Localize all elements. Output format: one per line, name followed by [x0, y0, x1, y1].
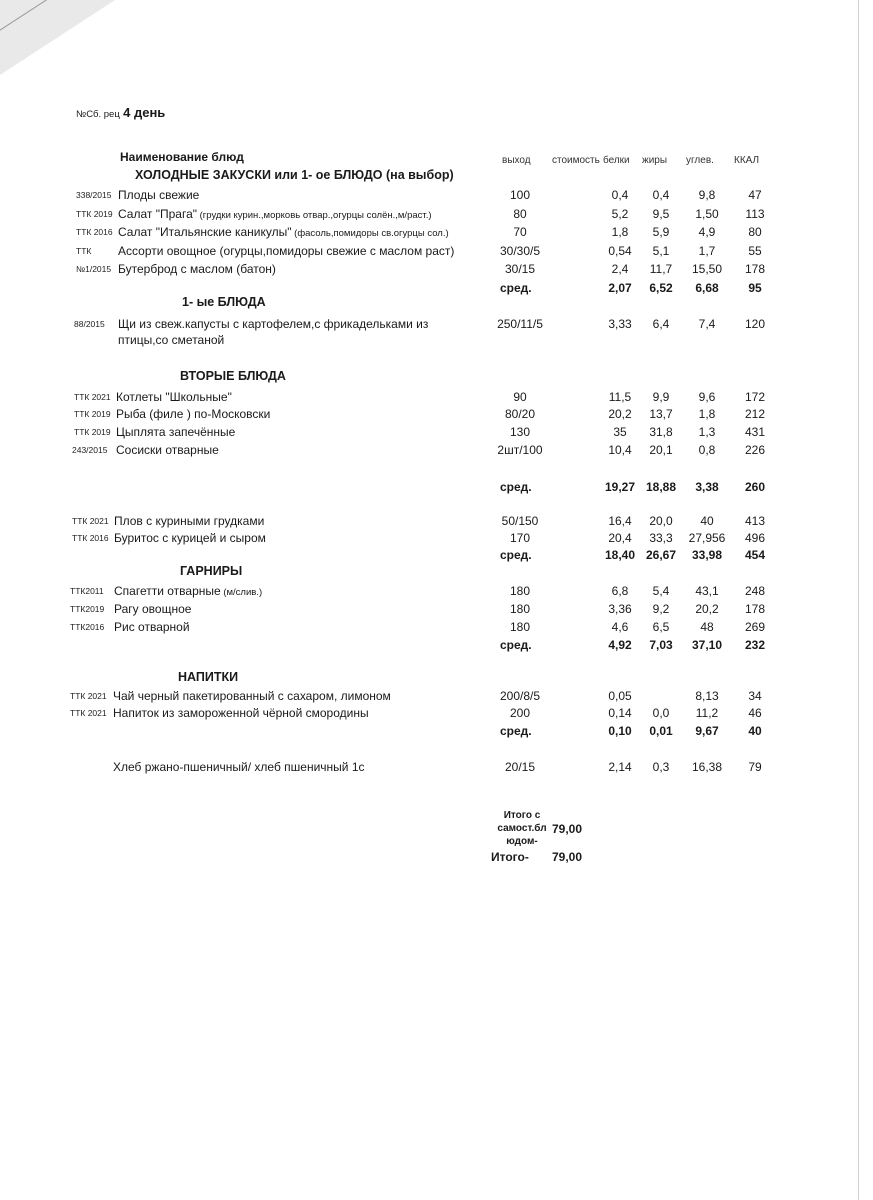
cell-fat: 5,1: [652, 244, 670, 258]
cell-kcal: 269: [744, 620, 766, 634]
table-row: [0, 689, 873, 707]
recipe-code: ТТК 2019: [76, 209, 113, 219]
avg-fat: 7,03: [649, 638, 673, 652]
cell-output: 80: [513, 207, 527, 221]
cell-kcal: 248: [744, 584, 766, 598]
cell-carbs: 48: [700, 620, 714, 634]
table-row: [0, 425, 873, 443]
section-first-courses: 1- ые БЛЮДА: [182, 295, 266, 309]
avg-fat: 18,88: [645, 480, 677, 494]
cell-output: 200/8/5: [499, 689, 541, 703]
dish-name: Спагетти отварные: [114, 584, 221, 598]
cell-fat: 20,1: [649, 443, 673, 457]
cell-protein: 0,4: [611, 188, 629, 202]
avg-carbs: 9,67: [695, 724, 719, 738]
dish-name: Сосиски отварные: [116, 443, 219, 457]
cell-output: 250/11/5: [497, 317, 543, 331]
cell-output: 30/30/5: [499, 244, 541, 258]
cell-kcal: 226: [744, 443, 766, 457]
average-label: сред.: [500, 724, 532, 738]
cell-kcal: 431: [744, 425, 766, 439]
dish-name: Чай черный пакетированный с сахаром, лимоном: [113, 689, 391, 703]
column-cost-header: стоимость: [552, 155, 600, 166]
avg-protein: 19,27: [604, 480, 636, 494]
cell-kcal: 178: [744, 602, 766, 616]
total-label: Итого-: [491, 850, 529, 864]
avg-carbs: 3,38: [695, 480, 719, 494]
recipe-code: 88/2015: [74, 319, 105, 329]
cell-protein: 2,14: [608, 760, 632, 774]
table-row: [0, 706, 873, 724]
avg-protein: 18,40: [604, 548, 636, 562]
cell-kcal: 413: [744, 514, 766, 528]
table-row: [0, 620, 873, 638]
cell-output: 200: [509, 706, 531, 720]
cell-fat: 9,9: [652, 390, 670, 404]
dish-name: Бутерброд с маслом (батон): [118, 262, 276, 276]
cell-protein: 0,54: [608, 244, 632, 258]
dish-name: Котлеты "Школьные": [116, 390, 232, 404]
cell-output: 70: [513, 225, 527, 239]
cell-carbs: 20,2: [695, 602, 719, 616]
recipe-code: ТТК2019: [70, 604, 105, 614]
table-row: [0, 407, 873, 425]
section-cold-snacks: ХОЛОДНЫЕ ЗАКУСКИ или 1- ое БЛЮДО (на выбор): [135, 168, 454, 182]
column-fat-header: жиры: [642, 155, 668, 166]
cell-protein: 3,33: [608, 317, 632, 331]
table-row: [0, 531, 873, 549]
cell-kcal: 113: [745, 207, 765, 221]
avg-kcal: 232: [744, 638, 766, 652]
cell-protein: 6,8: [611, 584, 629, 598]
dish-name: Салат "Итальянские каникулы": [118, 225, 292, 239]
avg-protein: 4,92: [608, 638, 632, 652]
recipe-code: ТТК 2019: [74, 427, 111, 437]
cell-kcal: 46: [748, 706, 762, 720]
cell-protein: 35: [613, 425, 627, 439]
avg-kcal: 95: [748, 281, 762, 295]
cell-kcal: 34: [748, 689, 762, 703]
average-row: [0, 281, 873, 299]
page-header: [76, 105, 165, 120]
avg-carbs: 37,10: [691, 638, 723, 652]
dish-note: (фасоль,помидоры св.огурцы сол.): [291, 228, 449, 239]
total-value: 79,00: [552, 850, 583, 864]
cell-fat: 33,3: [649, 531, 673, 545]
cell-carbs: 9,6: [698, 390, 716, 404]
cell-fat: 5,9: [652, 225, 670, 239]
column-kcal-header: ККАЛ: [734, 155, 760, 166]
average-label: сред.: [500, 638, 532, 652]
total-with-dish-label: [487, 809, 557, 848]
cell-protein: 0,14: [608, 706, 632, 720]
cell-kcal: 47: [748, 188, 762, 202]
recipe-code: ТТК 2021: [72, 516, 109, 526]
avg-fat: 26,67: [645, 548, 677, 562]
average-row: [0, 638, 873, 656]
cell-output: 80/20: [504, 407, 536, 421]
column-carbs-header: углев.: [686, 155, 714, 166]
dish-name: Рыба (филе ) по-Московски: [116, 407, 271, 421]
dish-name: Рагу овощное: [114, 602, 192, 616]
cell-carbs: 4,9: [698, 225, 716, 239]
cell-carbs: 1,7: [698, 244, 716, 258]
average-label: сред.: [500, 480, 532, 494]
cell-carbs: 43,1: [695, 584, 719, 598]
dish-name: Хлеб ржано-пшеничный/ хлеб пшеничный 1с: [113, 760, 365, 774]
avg-protein: 2,07: [608, 281, 632, 295]
cell-fat: 0,0: [652, 706, 670, 720]
table-row: [0, 443, 873, 461]
cell-carbs: 1,8: [698, 407, 716, 421]
recipe-code: №1/2015: [76, 264, 112, 274]
average-row: [0, 724, 873, 742]
cell-protein: 1,8: [611, 225, 629, 239]
cell-output: 20/15: [504, 760, 536, 774]
recipe-collection-label: №Сб. рец: [76, 109, 120, 120]
table-row: [0, 584, 873, 602]
dish-name: Напиток из замороженной чёрной смородины: [113, 706, 369, 720]
average-row: [0, 480, 873, 498]
dish-note: (м/слив.): [220, 587, 263, 598]
cell-protein: 2,4: [611, 262, 629, 276]
cell-carbs: 1,50: [695, 207, 719, 221]
dish-name: Рис отварной: [114, 620, 190, 634]
cell-output: 2шт/100: [497, 443, 543, 457]
recipe-code: ТТК 2016: [76, 227, 113, 237]
dish-name: Плоды свежие: [118, 188, 200, 202]
cell-fat: 31,8: [649, 425, 673, 439]
dish-note: (грудки курин.,морковь отвар.,огурцы солён.,м/раст.): [197, 210, 432, 221]
cell-protein: 10,4: [608, 443, 632, 457]
column-protein-header: белки: [603, 155, 630, 166]
cell-carbs: 15,50: [691, 262, 723, 276]
cell-output: 90: [513, 390, 527, 404]
cell-carbs: 7,4: [698, 317, 716, 331]
avg-fat: 6,52: [649, 281, 673, 295]
cell-fat: 11,7: [649, 262, 673, 276]
day-label: 4 день: [123, 105, 166, 120]
cell-carbs: 27,956: [688, 531, 726, 545]
cell-fat: 9,2: [652, 602, 670, 616]
cell-protein: 4,6: [611, 620, 629, 634]
cell-fat: 6,4: [652, 317, 670, 331]
cell-fat: 5,4: [652, 584, 670, 598]
recipe-code: ТТК: [76, 246, 92, 256]
cell-protein: 5,2: [611, 207, 629, 221]
cell-carbs: 1,3: [698, 425, 716, 439]
table-row: [0, 188, 873, 206]
cell-protein: 20,4: [608, 531, 632, 545]
cell-output: 180: [509, 620, 531, 634]
column-output-header: выход: [502, 155, 531, 166]
cell-kcal: 79: [748, 760, 762, 774]
table-row: [0, 262, 873, 280]
cell-output: 130: [509, 425, 531, 439]
cell-carbs: 16,38: [691, 760, 723, 774]
cell-protein: 3,36: [608, 602, 632, 616]
cell-kcal: 120: [744, 317, 766, 331]
avg-kcal: 260: [744, 480, 766, 494]
cell-protein: 11,5: [608, 390, 632, 404]
table-row: [0, 225, 873, 243]
cell-fat: 0,4: [652, 188, 670, 202]
cell-carbs: 8,13: [695, 689, 719, 703]
dish-name: Салат "Прага": [118, 207, 197, 221]
cell-fat: 13,7: [649, 407, 673, 421]
cell-output: 180: [509, 602, 531, 616]
recipe-code: ТТК 2016: [72, 533, 109, 543]
average-row: [0, 548, 873, 566]
table-row: [0, 760, 873, 778]
cell-kcal: 172: [744, 390, 766, 404]
recipe-code: 338/2015: [76, 190, 112, 200]
avg-carbs: 33,98: [691, 548, 723, 562]
avg-protein: 0,10: [608, 724, 632, 738]
folded-corner: [0, 0, 115, 75]
recipe-code: ТТК2011: [70, 586, 104, 596]
recipe-code: 243/2015: [72, 445, 108, 455]
dish-name: Щи из свеж.капусты с картофелем,с фрикадельками из: [118, 317, 429, 331]
cell-output: 50/150: [501, 514, 539, 528]
table-row: [0, 207, 873, 225]
section-drinks: НАПИТКИ: [178, 670, 239, 684]
dish-name: Буритос с курицей и сыром: [114, 531, 266, 545]
cell-output: 100: [509, 188, 531, 202]
cell-protein: 0,05: [608, 689, 632, 703]
recipe-code: ТТК 2021: [70, 708, 107, 718]
cell-kcal: 178: [744, 262, 766, 276]
cell-protein: 16,4: [608, 514, 632, 528]
total-with-dish-value: 79,00: [552, 822, 583, 836]
avg-fat: 0,01: [649, 724, 673, 738]
cell-output: 170: [509, 531, 531, 545]
cell-carbs: 0,8: [698, 443, 716, 457]
total-label-line: юдом-: [506, 836, 538, 847]
cell-protein: 20,2: [608, 407, 632, 421]
table-row: [0, 244, 873, 262]
dish-name: Цыплята запечённые: [116, 425, 236, 439]
section-second-courses: ВТОРЫЕ БЛЮДА: [180, 369, 286, 383]
recipe-code: ТТК 2021: [74, 392, 111, 402]
cell-kcal: 80: [748, 225, 762, 239]
cell-output: 30/15: [504, 262, 536, 276]
cell-kcal: 55: [748, 244, 762, 258]
table-row: [0, 390, 873, 408]
average-label: сред.: [500, 548, 532, 562]
cell-carbs: 40: [700, 514, 714, 528]
cell-fat: 6,5: [652, 620, 670, 634]
avg-kcal: 40: [748, 724, 762, 738]
table-row: [0, 514, 873, 532]
average-label: сред.: [500, 281, 532, 295]
cell-fat: 0,3: [652, 760, 670, 774]
cell-output: 180: [509, 584, 531, 598]
avg-carbs: 6,68: [695, 281, 719, 295]
dish-name: Ассорти овощное (огурцы,помидоры свежие с маслом раст): [118, 244, 455, 258]
recipe-code: ТТК2016: [70, 622, 105, 632]
total-label-line: самост.бл: [497, 823, 547, 834]
recipe-code: ТТК 2019: [74, 409, 111, 419]
section-side-dishes: ГАРНИРЫ: [180, 564, 243, 578]
cell-carbs: 9,8: [698, 188, 716, 202]
dish-name-continued: птицы,со сметаной: [118, 333, 225, 347]
cell-fat: 20,0: [649, 514, 673, 528]
cell-fat: 9,5: [652, 207, 670, 221]
total-label-line: Итого с: [503, 810, 541, 821]
cell-kcal: 496: [744, 531, 766, 545]
column-name-header: Наименование блюд: [120, 150, 244, 164]
dish-name: Плов с куриными грудками: [114, 514, 265, 528]
recipe-code: ТТК 2021: [70, 691, 107, 701]
avg-kcal: 454: [744, 548, 766, 562]
cell-carbs: 11,2: [695, 706, 719, 720]
cell-kcal: 212: [744, 407, 766, 421]
table-row: [0, 602, 873, 620]
